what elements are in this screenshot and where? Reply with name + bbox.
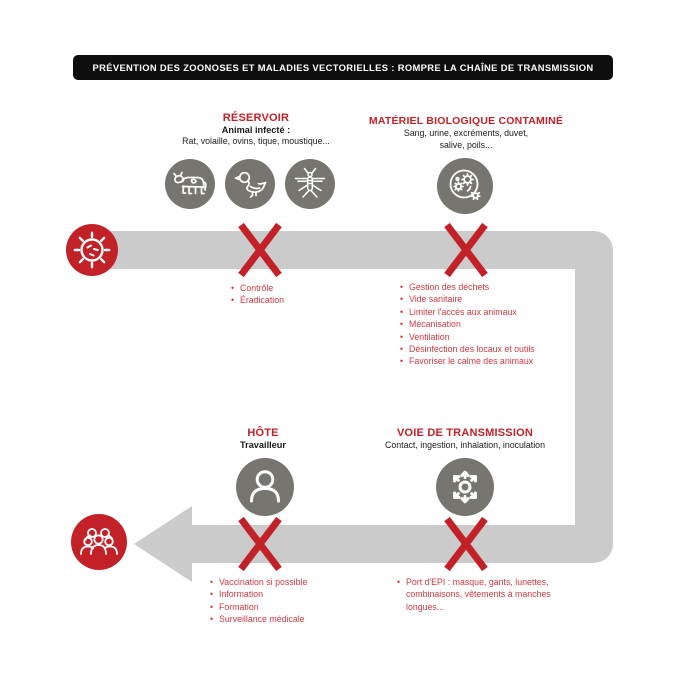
reservoir-measures	[231, 282, 341, 307]
workers-group-icon	[71, 514, 127, 570]
measure-item: • Contrôle	[231, 282, 341, 294]
virus-icon	[66, 224, 118, 276]
title-banner	[73, 55, 613, 80]
transmission-paths-icon	[436, 458, 494, 516]
measure-item: • Port d'EPI : masque, gants, lunettes, combinaisons, vêtements à manches longues...	[397, 576, 567, 613]
measure-item: • Information	[210, 588, 360, 600]
measure-item: • Vaccination si possible	[210, 576, 360, 588]
measure-item: • Favoriser le calme des animaux	[400, 355, 575, 367]
hote-subtitle: Travailleur	[240, 440, 286, 450]
arrow-left-head	[134, 506, 192, 582]
mosquito-icon	[285, 159, 335, 209]
materiel-measures	[400, 281, 575, 368]
voie-detail: Contact, ingestion, inhalation, inoculation	[385, 440, 545, 450]
break-x-materiel	[444, 222, 488, 278]
materiel-detail: Sang, urine, excréments, duvet, salive, poils...	[403, 128, 529, 150]
measure-item: • Éradication	[231, 294, 341, 306]
voie-heading	[385, 427, 545, 450]
hote-title: HÔTE	[247, 427, 279, 439]
page-title: PRÉVENTION DES ZOONOSES ET MALADIES VECTORIELLES : ROMPRE LA CHAÎNE DE TRANSMISSION	[92, 62, 594, 73]
voie-measures	[397, 576, 567, 613]
reservoir-detail: Rat, volaille, ovins, tique, moustique...	[182, 136, 330, 146]
contaminated-material-icon	[437, 158, 493, 214]
reservoir-subtitle: Animal infecté :	[221, 125, 291, 135]
break-x-voie	[444, 516, 488, 572]
measure-item: • Vide sanitaire	[400, 293, 575, 305]
measure-item: • Formation	[210, 601, 360, 613]
duck-icon	[225, 159, 275, 209]
reservoir-heading	[182, 112, 330, 146]
cow-icon	[165, 159, 215, 209]
materiel-heading	[369, 115, 563, 151]
voie-title: VOIE DE TRANSMISSION	[396, 427, 534, 439]
break-x-hote	[238, 516, 282, 572]
break-x-reservoir	[238, 222, 282, 278]
reservoir-title: RÉSERVOIR	[222, 112, 290, 124]
hote-measures	[210, 576, 360, 626]
measure-item: • Mécanisation	[400, 318, 575, 330]
measure-item: • Limiter l'accès aux animaux	[400, 306, 575, 318]
measure-item: • Ventilation	[400, 331, 575, 343]
measure-item: • Surveillance médicale	[210, 613, 360, 625]
materiel-title: MATÉRIEL BIOLOGIQUE CONTAMINÉ	[368, 115, 564, 127]
measure-item: • Gestion des déchets	[400, 281, 575, 293]
hote-heading	[240, 427, 286, 450]
measure-item: • Désinfection des locaux et outils	[400, 343, 575, 355]
worker-icon	[236, 458, 294, 516]
